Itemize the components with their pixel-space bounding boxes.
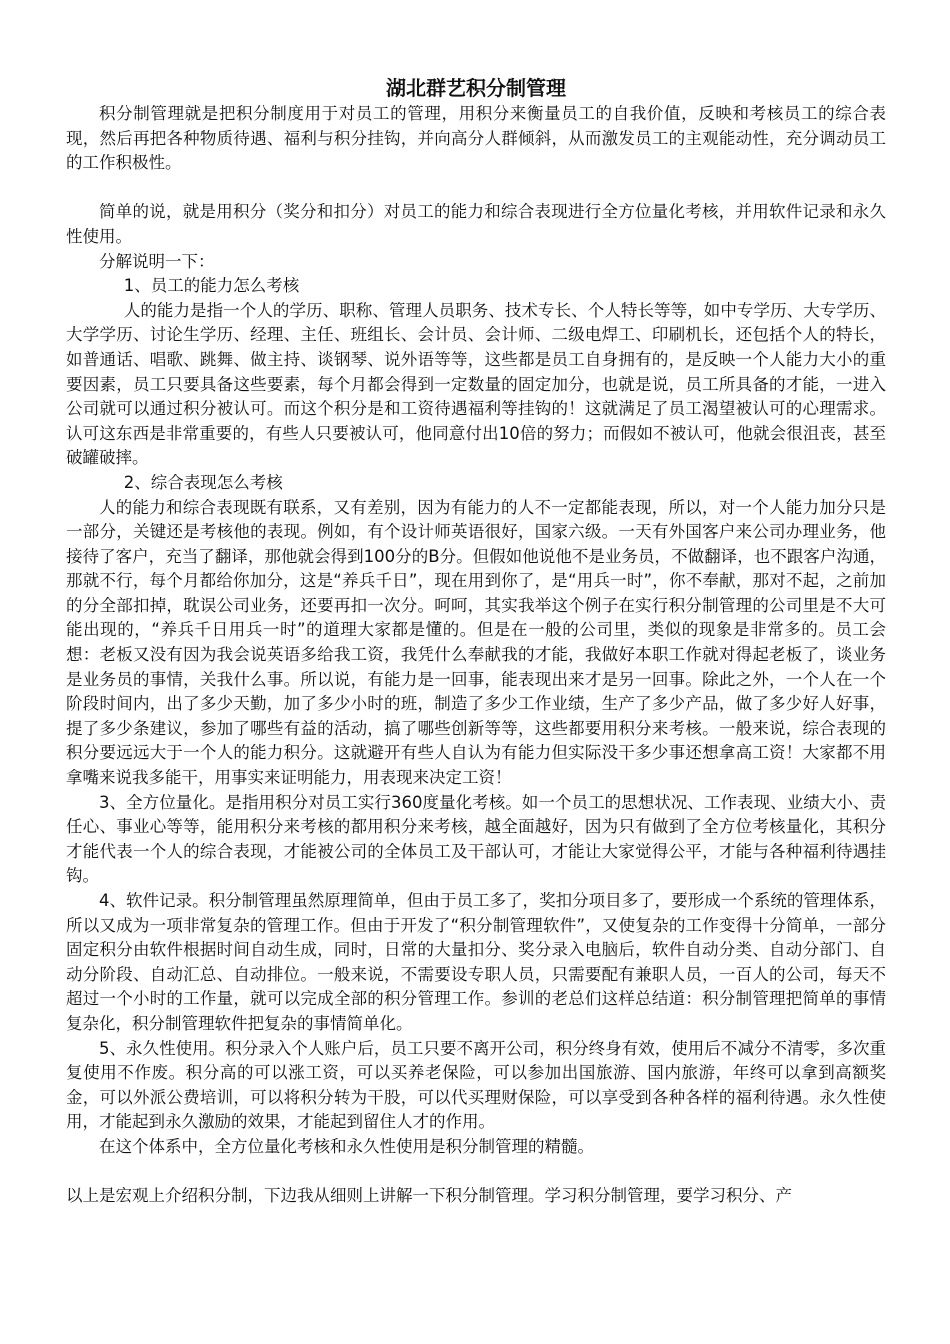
paragraph-transition: 以上是宏观上介绍积分制，下边我从细则上讲解一下积分制管理。学习积分制管理，要学习积分、产 <box>66 1186 792 1206</box>
paragraph-spacer <box>66 176 886 201</box>
document-page <box>66 72 886 1209</box>
paragraph-full-quantification: 3、全方位量化。是指用积分对员工实行360度量化考核。如一个员工的思想状况、工作表现、业绩大小、责任心、事业心等等，能用积分来考核的都用积分来考核，越全面越好，因为只有做到了全方位考核量化，其积分才能代表一个人的综合表现，才能被公司的全体员工及干部认可，才能让大家觉得公平，才能与各种福利待遇挂钩。 <box>66 792 886 886</box>
paragraph-software-record: 4、软件记录。积分制管理虽然原理简单，但由于员工多了，奖扣分项目多了，要形成一个系统的管理体系，所以又成为一项非常复杂的管理工作。但由于开发了“积分制管理软件”，又使复杂的工作变得十分简单，一部分固定积分由软件根据时间自动生成，同时，日常的大量扣分、奖分录入电脑后，软件自动分类、自动分部门、自动分阶段、自动汇总、自动排位。一般来说，不需要设专职人员，只需要配有兼职人员，一百人的公司，每天不超过一个小时的工作量，就可以完成全部的积分管理工作。参训的老总们这样总结道：积分制管理把简单的事情复杂化，积分制管理软件把复杂的事情简单化。 <box>66 891 886 1033</box>
paragraph-definition: 积分制管理就是把积分制度用于对员工的管理，用积分来衡量员工的自我价值，反映和考核员工的综合表现，然后再把各种物质待遇、福利与积分挂钩，并向高分人群倾斜，从而激发员工的主观能动性，充分调动员工的工作积极性。 <box>66 104 886 173</box>
paragraph-ability: 人的能力是指一个人的学历、职称、管理人员职务、技术专长、个人特长等等，如中专学历、大专学历、大学学历、讨论生学历、经理、主任、班组长、会计员、会计师、二级电焊工、印刷机长，还包括个人的特长，如普通话、唱歌、跳舞、做主持、谈钢琴、说外语等等，这些都是员工自身拥有的，是反映一个人能力大小的重要因素，员工只要具备这些要素，每个月都会得到一定数量的固定加分，也就是说，员工所具备的才能，一进入公司就可以通过积分被认可。而这个积分是和工资待遇福利等挂钩的！这就满足了员工渴望被认可的心理需求。认可这东西是非常重要的，有些人只要被认可，他同意付出10倍的努力；而假如不被认可，他就会很沮丧，甚至破罐破摔。 <box>66 300 886 468</box>
paragraph-essence: 在这个体系中，全方位量化考核和永久性使用是积分制管理的精髓。 <box>99 1136 594 1156</box>
paragraph-spacer <box>66 1160 886 1185</box>
document-title: 湖北群艺积分制管理 <box>386 76 566 100</box>
paragraph-performance: 人的能力和综合表现既有联系，又有差别，因为有能力的人不一定都能表现，所以，对一个人能力加分只是一部分，关键还是考核他的表现。例如，有个设计师英语很好，国家六级。一天有外国客户来公司办理业务，他接待了客户，充当了翻译，那他就会得到100分的B分。但假如他说他不是业务员，不做翻译，也不跟客户沟通，那就不行，每个月都给你加分，这是“养兵千日”，现在用到你了，是“用兵一时”，你不奉献，那对不起，之前加的分全部扣掉，耽误公司业务，还要再扣一次分。呵呵，其实我举这个例子在实行积分制管理的公司里是不大可能出现的，“养兵千日用兵一时”的道理大家都是懂的。但是在一般的公司里，类似的现象是非常多的。员工会想：老板又没有因为我会说英语多给我工资，我凭什么奉献我的才能，我做好本职工作就对得起老板了，谈业务是业务员的事情，关我什么事。所以说，有能力是一回事，能表现出来才是另一回事。除此之外，一个人在一个阶段时间内，出了多少天勤，加了多少小时的班，制造了多少工作业绩，生产了多少产品，做了多少好人好事，提了多少条建议，参加了哪些有益的活动，搞了哪些创新等等，这些都要用积分来考核。一般来说，综合表现的积分要远远大于一个人的能力积分。这就避开有些人自认为有能力但实际没干多少事还想拿高工资！大家都不用拿嘴来说我多能干，用事实来证明能力，用表现来决定工资！ <box>66 497 886 788</box>
paragraph-permanent-use: 5、永久性使用。积分录入个人账户后，员工只要不离开公司，积分终身有效，使用后不减分不清零，多次重复使用不作废。积分高的可以涨工资，可以买养老保险，可以参加出国旅游、国内旅游，年终可以拿到高额奖金，可以外派公费培训，可以将积分转为干股，可以代买理财保险，可以享受到各种各样的福利待遇。永久性使用，才能起到永久激励的效果，才能起到留住人才的作用。 <box>66 1038 886 1132</box>
paragraph-summary: 简单的说，就是用积分（奖分和扣分）对员工的能力和综合表现进行全方位量化考核，并用软件记录和永久性使用。 <box>66 202 886 246</box>
section-heading-performance: 2、综合表现怎么考核 <box>123 472 283 492</box>
section-heading-ability: 1、员工的能力怎么考核 <box>123 276 300 296</box>
paragraph-breakdown-intro: 分解说明一下： <box>99 251 215 271</box>
